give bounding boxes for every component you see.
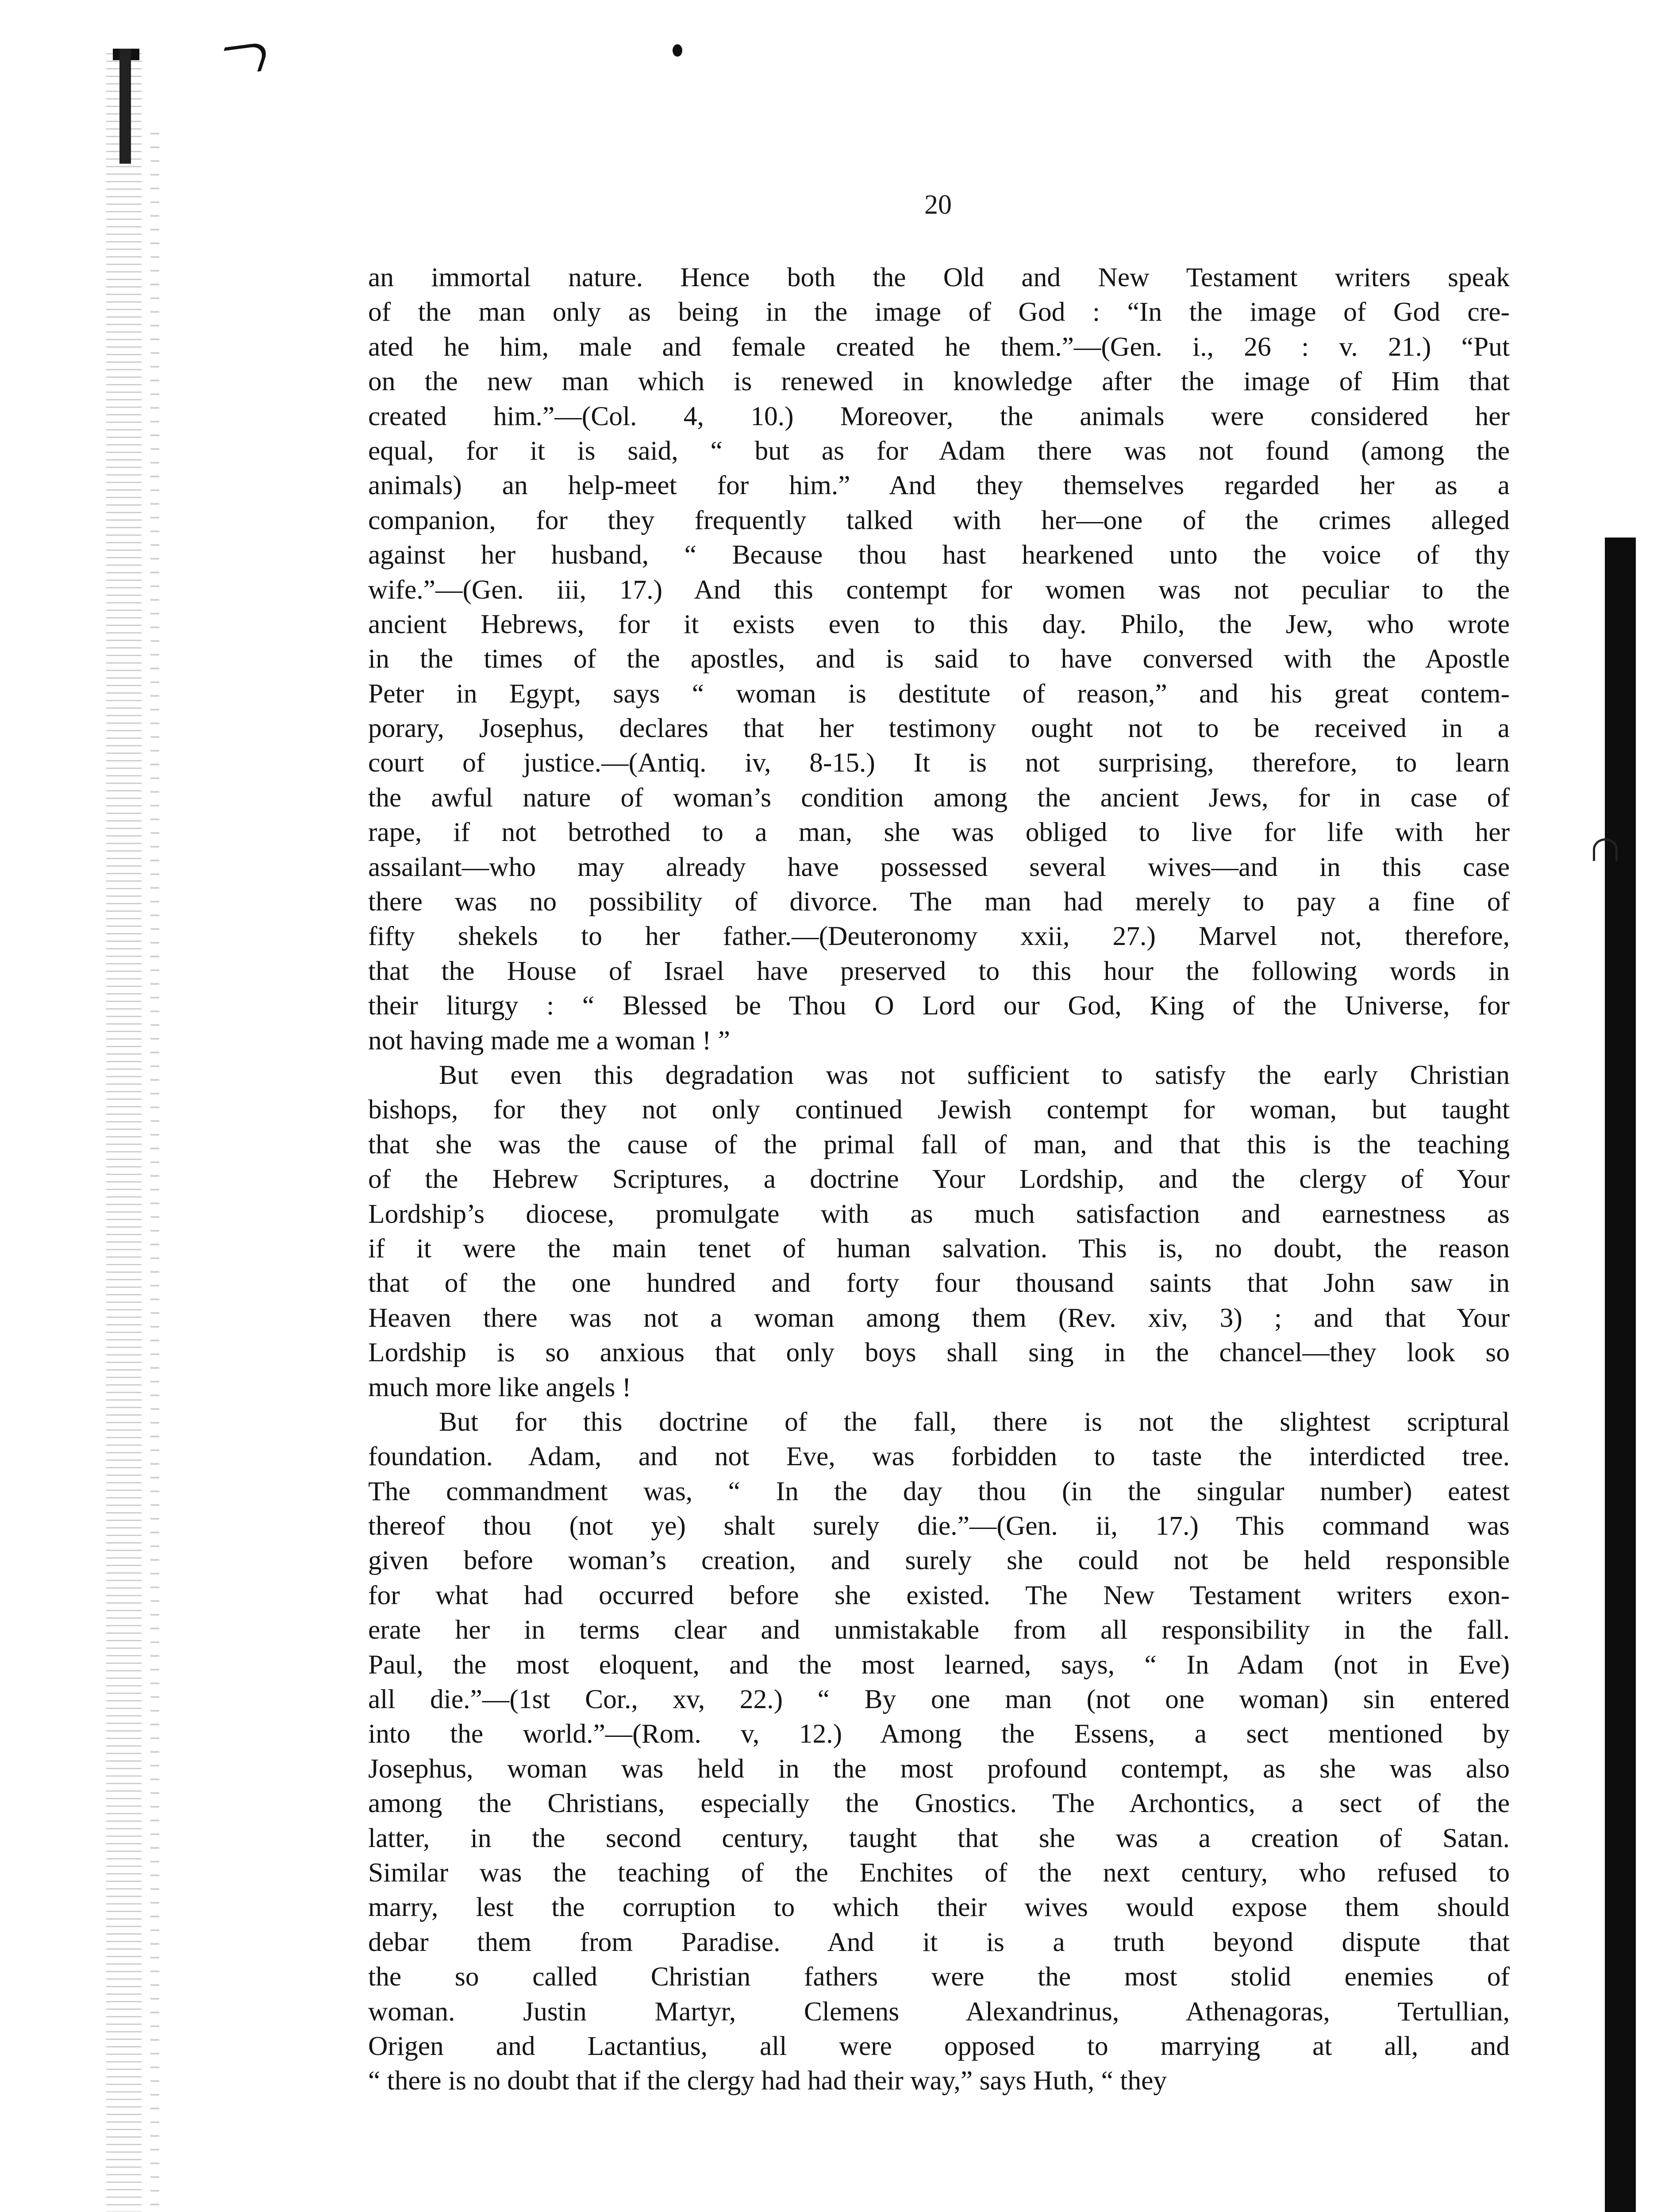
text-line: there was no possibility of divorce. The man had merely to pay a fine of (368, 887, 1510, 917)
text-line: But for this doctrine of the fall, there is not the slightest scriptural (439, 1406, 1510, 1437)
text-line: Peter in Egypt, says “ woman is destitute of reason,” and his great contem- (368, 678, 1510, 709)
binding-mark-top-stem (119, 49, 131, 164)
text-line: erate her in terms clear and unmistakable from all responsibility in the fall. (368, 1615, 1510, 1645)
text-line: court of justice.—(Antiq. iv, 8-15.) It is not surprising, therefore, to learn (368, 748, 1510, 778)
binding-edge-artifact (106, 53, 142, 2212)
text-line: into the world.”—(Rom. v, 12.) Among the Essens, a sect mentioned by (368, 1719, 1510, 1749)
text-line: Lordship’s diocese, promulgate with as much satisfaction and earnestness as (368, 1198, 1510, 1229)
text-line: porary, Josephus, declares that her testimony ought not to be received in a (368, 713, 1510, 744)
text-line: ated he him, male and female created he them.”—(Gen. i., 26 : v. 21.) “Put (368, 331, 1510, 362)
text-line: “ there is no doubt that if the clergy had had their way,” says Huth, “ they (368, 2066, 1167, 2096)
text-line: the so called Christian fathers were the most stolid enemies of (368, 1962, 1510, 1992)
text-line: much more like angels ! (368, 1372, 631, 1402)
scan-edge-bar (1605, 538, 1636, 2212)
text-line: The commandment was, “ In the day thou (in the singular number) eatest (368, 1476, 1510, 1506)
text-line: their liturgy : “ Blessed be Thou O Lord our God, King of the Universe, for (368, 991, 1510, 1021)
ink-dot (673, 44, 682, 57)
text-line: rape, if not betrothed to a man, she was obliged to live for life with her (368, 817, 1510, 848)
text-line: But even this degradation was not sufficient to satisfy the early Christian (439, 1060, 1510, 1090)
text-line: all die.”—(1st Cor., xv, 22.) “ By one man (not one woman) sin entered (368, 1684, 1510, 1715)
text-line: not having made me a woman ! ” (368, 1025, 731, 1056)
text-line: Origen and Lactantius, all were opposed to marrying at all, and (368, 2031, 1510, 2061)
text-line: that of the one hundred and forty four thousand saints that John saw in (368, 1268, 1510, 1298)
text-line: in the times of the apostles, and is said to have conversed with the Apostle (368, 644, 1510, 674)
text-line: thereof thou (not ye) shalt surely die.”—(Gen. ii, 17.) This command was (368, 1511, 1510, 1541)
text-line: among the Christians, especially the Gnostics. The Archontics, a sect of the (368, 1788, 1510, 1819)
text-line: that the House of Israel have preserved to this hour the following words in (368, 956, 1510, 986)
text-line: foundation. Adam, and not Eve, was forbidden to taste the interdicted tree. (368, 1441, 1510, 1472)
margin-annotation-mark (1593, 838, 1618, 861)
text-line: fifty shekels to her father.—(Deuteronomy xxii, 27.) Marvel not, therefore, (368, 921, 1510, 952)
text-line: woman. Justin Martyr, Clemens Alexandrinus, Athenagoras, Tertullian, (368, 1996, 1510, 2027)
text-line: debar them from Paradise. And it is a truth beyond dispute that (368, 1927, 1510, 1957)
text-line: of the Hebrew Scriptures, a doctrine Your Lordship, and the clergy of Your (368, 1164, 1510, 1194)
text-line: against her husband, “ Because thou hast hearkened unto the voice of thy (368, 540, 1510, 570)
body-text (368, 260, 1510, 2098)
binding-edge-artifact-inner (150, 133, 159, 2212)
paragraph (368, 260, 1510, 1058)
text-line: Similar was the teaching of the Enchites of the next century, who refused to (368, 1857, 1510, 1888)
text-line: bishops, for they not only continued Jewish contempt for woman, but taught (368, 1094, 1510, 1125)
text-line: wife.”—(Gen. iii, 17.) And this contempt for women was not peculiar to the (368, 574, 1510, 605)
text-line: of the man only as being in the image of God : “In the image of God cre- (368, 297, 1510, 327)
text-line: Heaven there was not a woman among them (Rev. xiv, 3) ; and that Your (368, 1302, 1510, 1333)
text-line: created him.”—(Col. 4, 10.) Moreover, the animals were considered her (368, 401, 1510, 431)
pencil-tick-mark (215, 42, 270, 77)
text-line: on the new man which is renewed in knowledge after the image of Him that (368, 366, 1510, 397)
text-line: marry, lest the corruption to which their wives would expose them should (368, 1892, 1510, 1923)
text-line: Paul, the most eloquent, and the most learned, says, “ In Adam (not in Eve) (368, 1649, 1510, 1680)
text-line: an immortal nature. Hence both the Old and New Testament writers speak (368, 262, 1510, 292)
text-line: Josephus, woman was held in the most profound contempt, as she was also (368, 1753, 1510, 1784)
page-number: 20 (924, 190, 952, 220)
paragraph (368, 1058, 1510, 1405)
paragraph (368, 1405, 1510, 2098)
text-line: ancient Hebrews, for it exists even to this day. Philo, the Jew, who wrote (368, 609, 1510, 639)
text-line: given before woman’s creation, and surely she could not be held responsible (368, 1545, 1510, 1576)
text-line: animals) an help-meet for him.” And they themselves regarded her as a (368, 470, 1510, 501)
text-line: the awful nature of woman’s condition among the ancient Jews, for in case of (368, 782, 1510, 813)
text-line: Lordship is so anxious that only boys shall sing in the chancel—they look so (368, 1337, 1510, 1368)
text-line: assailant—who may already have possessed several wives—and in this case (368, 852, 1510, 882)
text-line: if it were the main tenet of human salvation. This is, no doubt, the reason (368, 1233, 1510, 1263)
text-line: latter, in the second century, taught that she was a creation of Satan. (368, 1823, 1510, 1853)
text-line: for what had occurred before she existed. The New Testament writers exon- (368, 1580, 1510, 1610)
text-line: equal, for it is said, “ but as for Adam there was not found (among the (368, 435, 1510, 466)
text-line: that she was the cause of the primal fall of man, and that this is the teaching (368, 1129, 1510, 1160)
text-line: companion, for they frequently talked with her—one of the crimes alleged (368, 505, 1510, 535)
